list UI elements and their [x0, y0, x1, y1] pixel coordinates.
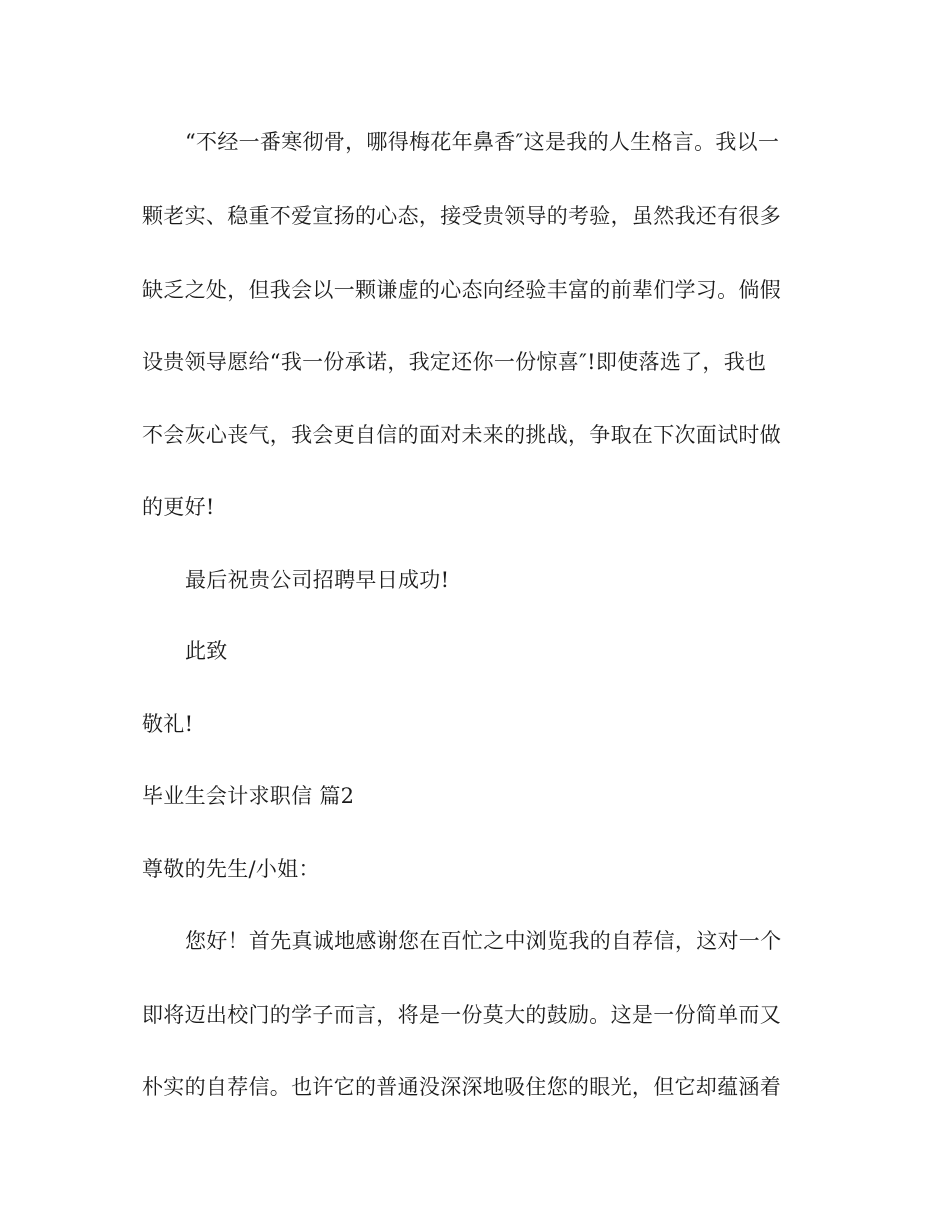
paragraph-line: 即将迈出校门的学子而言，将是一份莫大的鼓励。这是一份简单而又 — [142, 1003, 781, 1027]
paragraph-line: 您好！首先真诚地感谢您在百忙之中浏览我的自荐信，这对一个 — [185, 929, 782, 953]
paragraph-line: 朴实的自荐信。也许它的普通没深深地吸住您的眼光，但它却蕴涵着 — [142, 1075, 781, 1099]
paragraph-line: 设贵领导愿给“我一份承诺，我定还你一份惊喜″!即使落选了，我也 — [142, 350, 767, 374]
salutation-jingli: 敬礼! — [142, 712, 194, 736]
salutation-cizhi: 此致 — [185, 639, 228, 663]
section-heading: 毕业生会计求职信 篇2 — [142, 784, 355, 808]
closing-wish: 最后祝贵公司招聘早日成功! — [185, 568, 450, 592]
paragraph-line: 不会灰心丧气，我会更自信的面对未来的挑战，争取在下次面试时做 — [142, 423, 781, 447]
paragraph-line: “不经一番寒彻骨，哪得梅花年鼻香″这是我的人生格言。我以一 — [185, 130, 780, 154]
greeting: 尊敬的先生/小姐： — [142, 857, 320, 881]
paragraph-line: 的更好! — [142, 495, 215, 519]
paragraph-line: 缺乏之处，但我会以一颗谦虚的心态向经验丰富的前辈们学习。倘假 — [142, 278, 781, 302]
paragraph-line: 颗老实、稳重不爱宣扬的心态，接受贵领导的考验，虽然我还有很多 — [142, 204, 781, 228]
